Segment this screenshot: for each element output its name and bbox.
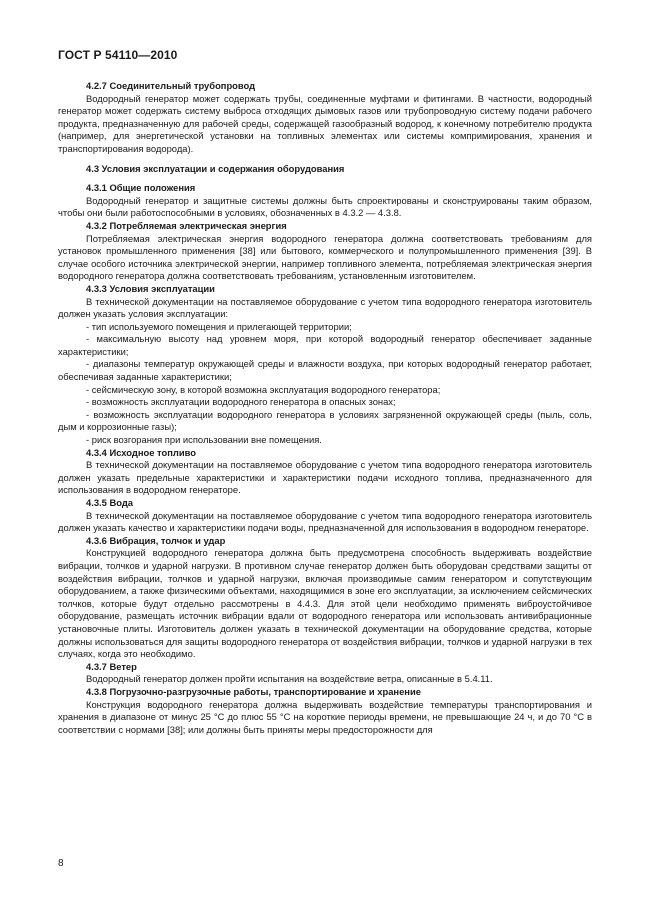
list-item: - возможность эксплуатации водородного генератора в опасных зонах; [86, 396, 396, 408]
list-item: - тип используемого помещения и прилегающей территории; [86, 320, 352, 332]
paragraph: Конструкция водородного генератора должна выдерживать воздействие температуры транспортирования и хранения в диапазоне от минус 25 °С до плюс 55 °С на короткие периоды времени, не превышающие 24 ч, и до 70 °С в соответствии с нормами [38]; или должны быть приняты меры предосторожности для [58, 698, 592, 735]
heading-4-3-8: 4.3.8 Погрузочно-разгрузочные работы, транспортирование и хранение [86, 685, 421, 697]
paragraph: В технической документации на поставляемое оборудование с учетом типа водородного генератора изготовитель должен указать условия эксплуатации: [58, 295, 592, 320]
paragraph: Водородный генератор может содержать трубы, соединенные муфтами и фитингами. В частности, водородный генератор может содержать систему выброса отходящих дымовых газов или трубопроводную систему подачи рабочего продукта, предназначенную для рабочей среды, содержащей газообразный водород, к конечному потребителю продукта (например, для энергетической установки на топливных элементах или системы компримирования, хранения и транспортирования водорода). [58, 92, 592, 154]
heading-4-3-5: 4.3.5 Вода [86, 497, 133, 508]
document-body [58, 80, 592, 736]
paragraph: В технической документации на поставляемое оборудование с учетом типа водородного генератора изготовитель должен указать качество и характеристики подачи воды, предназначенной для использования в водородном генераторе. [58, 509, 592, 534]
list-item: - сейсмическую зону, в которой возможна эксплуатация водородного генератора; [86, 383, 441, 395]
heading-4-3-7: 4.3.7 Ветер [86, 660, 137, 672]
heading-4-3-3: 4.3.3 Условия эксплуатации [86, 282, 215, 294]
section-heading-4-3: 4.3 Условия эксплуатации и содержания оборудования [86, 162, 345, 174]
list-item: - риск возгорания при использовании вне помещения. [86, 434, 322, 446]
heading-4-3-4: 4.3.4 Исходное топливо [86, 446, 196, 458]
list-item: - максимальную высоту над уровнем моря, при которой водородный генератор обеспечивает заданные характеристики; [58, 333, 592, 357]
paragraph: Водородный генератор должен пройти испытания на воздействие ветра, описанные в 5.4.11. [86, 673, 493, 685]
paragraph: Потребляемая электрическая энергия водородного генератора должна соответствовать требованиям для установок промышленного применения [38] или бытового, коммерческого и полупромышленного применения [39]. В случае особого источника электрической энергии, например топливного элемента, потребляемая электрическая энергия водородного генератора должна соответствовать требованиям, установленным изготовителем. [58, 232, 592, 282]
heading-4-3-2: 4.3.2 Потребляемая электрическая энергия [86, 219, 287, 231]
page-number: 8 [58, 858, 64, 869]
document-header: ГОСТ Р 54110—2010 [58, 48, 178, 62]
heading-4-3-6: 4.3.6 Вибрация, толчок и удар [86, 534, 226, 546]
heading-4-2-7: 4.2.7 Соединительный трубопровод [86, 80, 256, 91]
list-item: - возможность эксплуатации водородного генератора в условиях загрязненной окружающей среды (пыль, соль, дым и коррозионные газы); [58, 408, 592, 433]
list-item: - диапазоны температур окружающей среды и влажности воздуха, при которых водородный генератор работает, обеспечивая заданные характеристики; [58, 358, 592, 383]
heading-4-3-1: 4.3.1 Общие положения [86, 182, 196, 194]
paragraph: В технической документации на поставляемое оборудование с учетом типа водородного генератора изготовитель должен указать предельные характеристики и характеристики подачи исходного топлива, предназначенного для использования в водородном генераторе. [58, 459, 592, 496]
paragraph: Водородный генератор и защитные системы должны быть спроектированы и сконструированы таким образом, чтобы они были работоспособными в условиях, обозначенных в 4.3.2 — 4.3.8. [58, 194, 592, 219]
paragraph: Конструкцией водородного генератора должна быть предусмотрена способность выдерживать воздействие вибрации, толчков и ударной нагрузки. В противном случае генератор должен быть оборудован средствами защиты от воздействия вибрации, толчков и ударной нагрузки, включая производимые самим генератором и сопутствующим оборудованием, а также физическими объектами, находящимися в зоне его эксплуатации, за исключением сейсмических толчков, которые будут отдельно рассмотрены в 4.4.3. Для этой цели необходимо применять виброустойчивое оборудование, размещать источник вибрации вдали от водородного генератора или использовать антивибрационные установочные плиты. Изготовитель должен указать в технической документации на оборудование средства, которые должны использоваться для защиты водородного генератора от воздействия вибрации, толчков и ударной нагрузки в тех случаях, когда это необходимо. [58, 547, 592, 660]
